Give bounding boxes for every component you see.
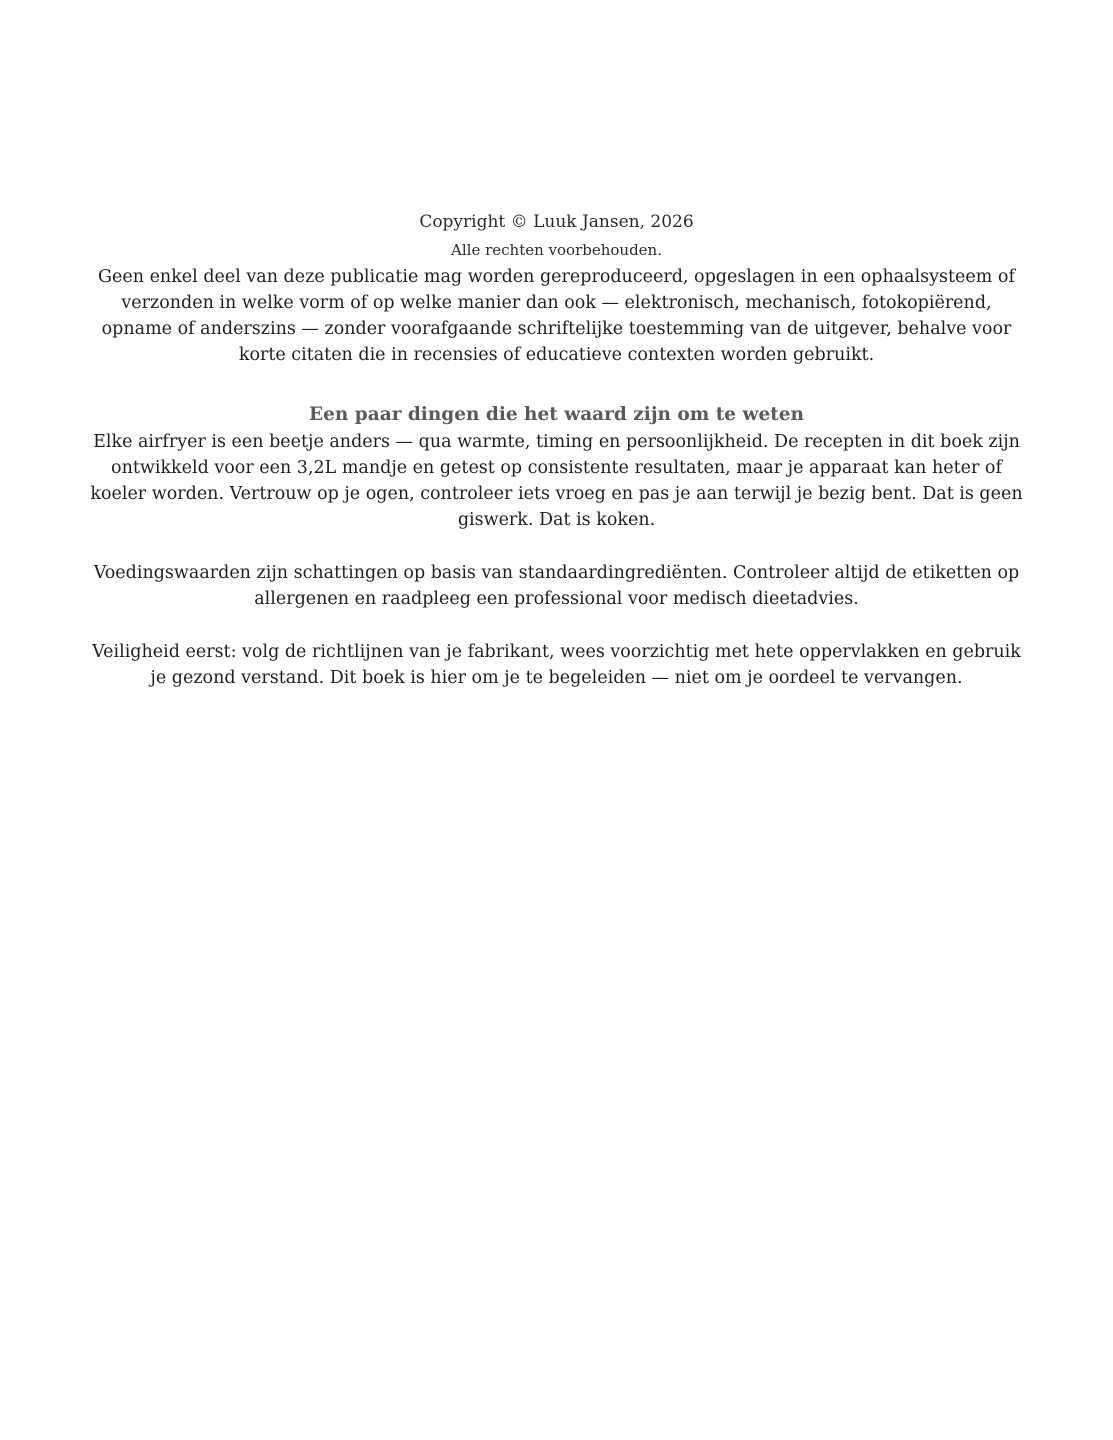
section-heading: Een paar dingen die het waard zijn om te weten (309, 404, 804, 425)
rights-reserved-line: Alle rechten voorbehouden. (451, 241, 662, 259)
legal-notice: Geen enkel deel van deze publicatie mag worden gereproduceerd, opgeslagen in een ophaalsysteem of verzonden in welke vorm of op welke manier dan ook — elektronisch, mechanisch, fotokopiërend, opname of anderszins — zonder voorafgaande schriftelijke toestemming van de uitgever, behalve voor korte citaten die in recensies of educatieve contexten worden gebruikt. (98, 267, 1015, 365)
safety-note: Veiligheid eerst: volg de richtlijnen van je fabrikant, wees voorzichtig met hete oppervlakken en gebruik je gezond verstand. Dit boek is hier om je te begeleiden — niet om je oordeel te vervangen. (92, 642, 1021, 688)
nutrition-note: Voedingswaarden zijn schattingen op basis van standaardingrediënten. Controleer altijd de etiketten op allergenen en raadpleeg een professional voor medisch dieetadvies. (93, 563, 1020, 609)
copyright-line: Copyright © Luuk Jansen, 2026 (419, 212, 694, 232)
copyright-content (88, 208, 1025, 691)
airfryer-note: Elke airfryer is een beetje anders — qua warmte, timing en persoonlijkheid. De recepten in dit boek zijn ontwikkeld voor een 3,2L mandje en getest op consistente resultaten, maar je apparaat kan heter of koeler worden. Vertrouw op je ogen, controleer iets vroeg en pas je aan terwijl je bezig bent. Dat is geen giswerk. Dat is koken. (90, 432, 1023, 530)
